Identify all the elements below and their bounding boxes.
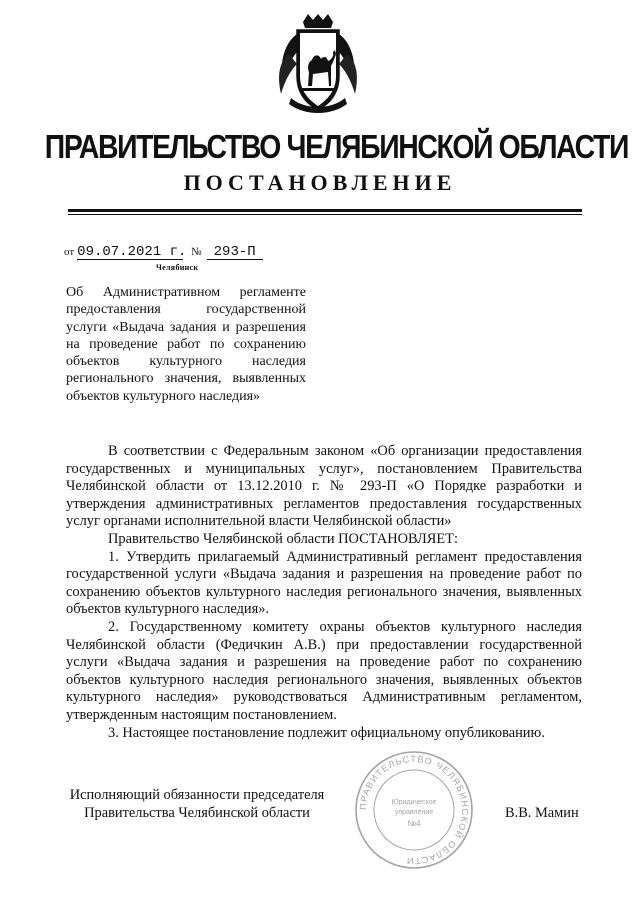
item-1-paragraph: 1. Утвердить прилагаемый Административный регламент предоставления государственной услуги «Выдача задания и разрешения на проведение работ по сохранению объектов культурного наследия регионального значения, выявленных объектов культурного наследия». [66, 548, 582, 618]
document-meta [64, 245, 263, 260]
document-type: ПОСТАНОВЛЕНИЕ [183, 170, 457, 195]
item-3-paragraph: 3. Настоящее постановление подлежит официальному опубликованию. [108, 724, 545, 741]
city-label: Челябинск [156, 263, 199, 272]
signatory-name: В.В. Мамин [505, 805, 579, 821]
seal-ring-text: ПРАВИТЕЛЬСТВО ЧЕЛЯБИНСКОЙ ОБЛАСТИ [357, 753, 471, 867]
number-value: 293-П [207, 245, 263, 260]
seal-center-line-2: управление [394, 809, 434, 816]
date-value: 09.07.2021 г. [77, 244, 187, 260]
item-2-paragraph: 2. Государственному комитету охраны объектов культурного наследия Челябинской области (Федичкин А.В.) при предоставлении государственной услуги «Выдача задания и разрешения на проведение работ по сохранению объектов культурного наследия регионального значения, выявленных объектов культурного наследия» руководствоваться Административным регламентом, утвержденным настоящим постановлением. [66, 618, 582, 723]
signatory-position [66, 787, 328, 822]
official-seal-stamp [352, 748, 476, 872]
document-subject: Об Административном регламенте предоставления государственной услуги «Выдача задания и разрешения на проведение работ по сохранению объектов культурного наследия регионального значения, выявленных объектов культурного наследия» [66, 285, 306, 404]
signatory-position-line-2: Правительства Челябинской области [84, 804, 310, 821]
date-label: от [64, 246, 75, 258]
number-label: № [191, 246, 202, 258]
document-body [66, 443, 582, 742]
header-rule-thick [68, 209, 582, 212]
signatory-position-line-1: Исполняющий обязанности председателя [69, 787, 325, 803]
seal-center-line-3: №4 [407, 819, 421, 828]
seal-center-line-1: Юридическое [391, 799, 437, 806]
resolves-paragraph: Правительство Челябинской области ПОСТАНОВЛЯЕТ: [108, 530, 458, 547]
organization-title: ПРАВИТЕЛЬСТВО ЧЕЛЯБИНСКОЙ ОБЛАСТИ [44, 128, 629, 165]
preamble-paragraph: В соответствии с Федеральным законом «Об организации предоставления государственных и муниципальных услуг», постановлением Правительства Челябинской области от 13.12.2010 г. № 293-П «О Порядке разработки и утверждения административных регламентов предоставления государственных услуг органами исполнительной власти Челябинской области» [66, 443, 582, 530]
header-rule-thin [68, 214, 582, 215]
chelyabinsk-coat-of-arms-icon [275, 14, 361, 118]
